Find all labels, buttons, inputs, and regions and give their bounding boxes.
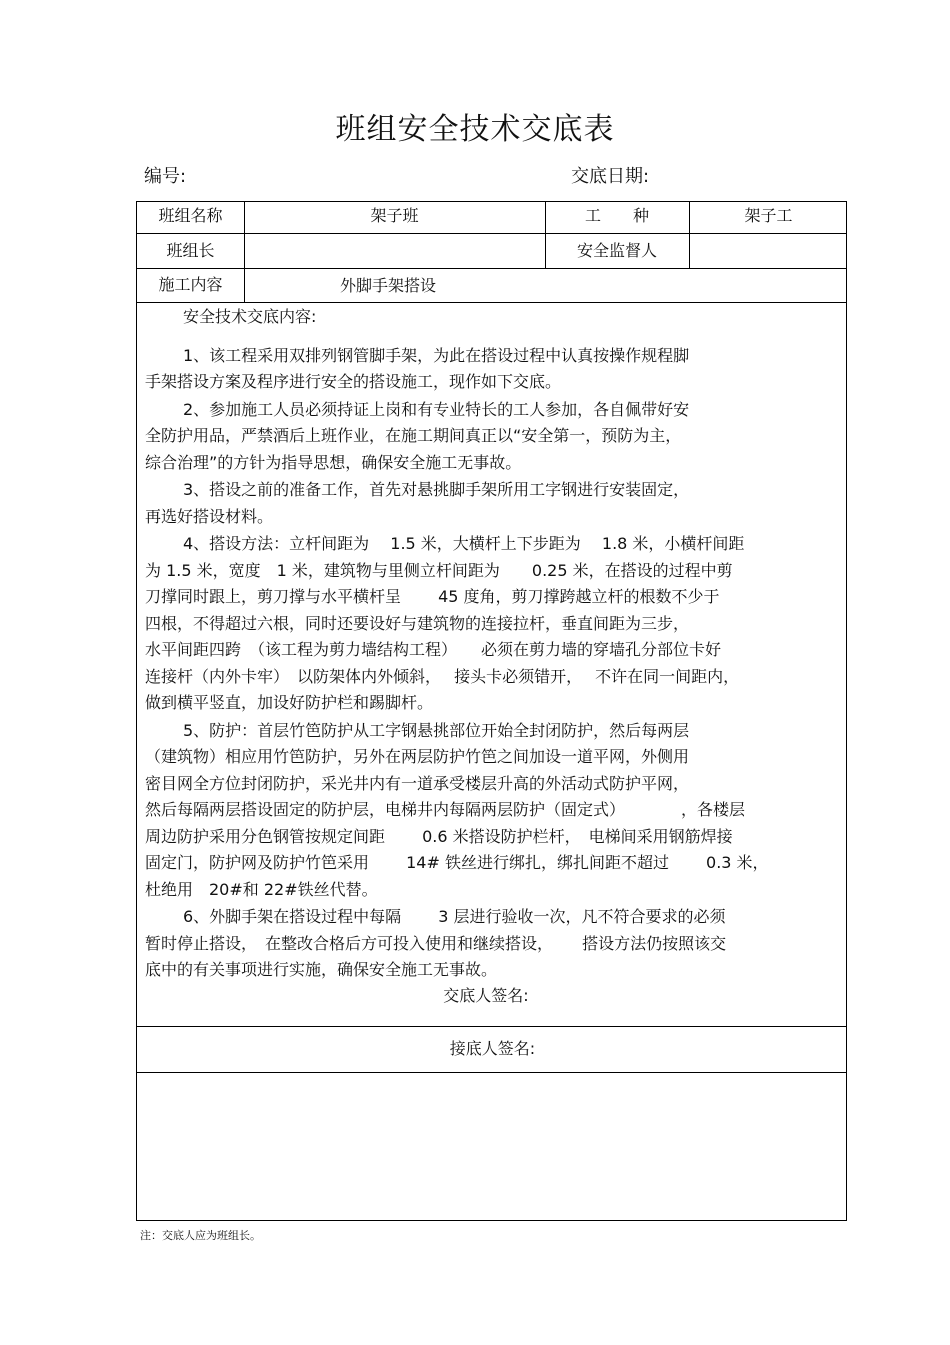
content-intro: 安全技术交底内容: (183, 307, 317, 326)
supervisor-label: 安全监督人 (576, 241, 657, 260)
trade-value: 架子工 (744, 206, 793, 225)
handover-form (136, 201, 847, 1221)
trade-label: 工 种 (584, 206, 649, 225)
paragraph-1: 1、该工程采用双排列钢管脚手架，为此在搭设过程中认真按操作规程脚 手架搭设方案及程序进行安全的搭设施工，现作如下交底。 (145, 345, 690, 391)
row-divider (137, 302, 846, 303)
row-divider (137, 1026, 846, 1027)
row-divider (137, 1072, 846, 1073)
receiver-signature-label: 接底人签名: (449, 1039, 536, 1058)
safety-content (145, 304, 827, 1007)
content-value: 外脚手架搭设 (340, 276, 437, 295)
paragraph-5: 5、防护：首层竹笆防护从工字钢悬挑部位开始全封闭防护，然后每两层 （建筑物）相应用竹笆防护，另外在两层防护竹笆之间加设一道平网，外侧用 密目网全方位封闭防护，采光井内有一道承受楼层升高的外活动式防护平网， 然后每隔两层搭设固定的防护层，电梯井内每隔两层防护（固定式） ，各楼层 周边防护采用分色钢管按规定间距 0.6 米搭设防护栏杆， 电梯间采用钢筋焊接 固定门，防护网及防护竹笆采用 14# 铁丝进行绑扎，绑扎间距不超过 0.3 米， 杜绝用 20#和 22#铁丝代替。 (145, 720, 769, 899)
number-label: 编号: (144, 166, 187, 187)
content-label: 施工内容 (158, 275, 223, 294)
footnote: 注：交底人应为班组长。 (140, 1229, 261, 1242)
paragraph-3: 3、搭设之前的准备工作，首先对悬挑脚手架所用工字钢进行安装固定， 再选好搭设材料。 (145, 480, 690, 526)
handover-signature-label: 交底人签名: (443, 985, 529, 1005)
date-label: 交底日期: (571, 166, 650, 187)
paragraph-4: 4、搭设方法：立杆间距为 1.5 米，大横杆上下步距为 1.8 米，小横杆间距 为 1.5 米，宽度 1 米，建筑物与里侧立杆间距为 0.25 米，在搭设的过程中剪 刀撑同时跟上，剪刀撑与水平横杆呈 45 度角，剪刀撑跨越立杆的根数不少于 四根，不得超过六根，同时还要设好与建筑物的连接拉杆，垂直间距为三步， 水平间距四跨 （该工程为剪力墙结构工程） 必须在剪力墙的穿墙孔分部位卡好 连接杆（内外卡牢） 以防架体内外倾斜， 接头卡必须错开， 不许在同一间距内， 做到横平竖直，加设好防护栏和踢脚杆。 (145, 534, 745, 712)
paragraph-6: 6、外脚手架在搭设过程中每隔 3 层进行验收一次，凡不符合要求的必须 暂时停止搭设， 在整改合格后方可投入使用和继续搭设， 搭设方法仍按照该交 底中的有关事项进行实施，确保安全施工无事故。 (145, 907, 727, 979)
team-name-label: 班组名称 (158, 206, 223, 225)
team-name-value: 架子班 (370, 206, 419, 225)
leader-label: 班组长 (166, 241, 215, 260)
document-title: 班组安全技术交底表 (335, 112, 615, 147)
paragraph-2: 2、参加施工人员必须持证上岗和有专业特长的工人参加，各自佩带好安 全防护用品，严禁酒后上班作业，在施工期间真正以“安全第一，预防为主， 综合治理”的方针为指导思想，确保安全施工无事故。 (145, 399, 690, 472)
